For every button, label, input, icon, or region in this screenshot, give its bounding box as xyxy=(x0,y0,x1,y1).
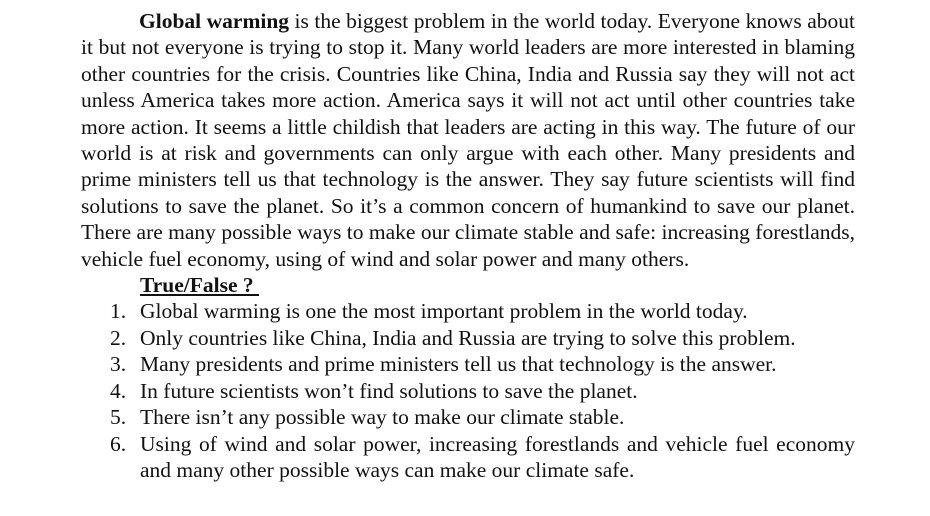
question-number: 3. xyxy=(110,352,127,377)
question-item xyxy=(81,351,855,377)
passage-paragraph xyxy=(81,8,855,272)
passage-text: is the biggest problem in the world today. Everyone knows about it but not everyone is trying to stop it. Many world leaders are more interested in blaming other countries for the crisis. Countries like China, India and Russia say they will not act unless America takes more action. America says it will not act until other countries take more action. It seems a little childish that leaders are acting in this way. The future of our world is at risk and governments can only argue with each other. Many presidents and prime ministers tell us that technology is the answer. They say future scientists will find solutions to save the planet. So it’s a common concern of humankind to save our planet. There are many possible ways to make our climate stable and safe: increasing forestlands, vehicle fuel economy, using of wind and solar power and many others. xyxy=(81,9,855,271)
question-number: 1. xyxy=(110,299,127,324)
question-item xyxy=(81,298,855,324)
question-text: In future scientists won’t find solutions to save the planet. xyxy=(140,378,638,403)
question-number: 6. xyxy=(110,431,127,456)
question-list xyxy=(81,298,855,483)
question-text: Only countries like China, India and Russia are trying to solve this problem. xyxy=(140,325,796,350)
question-number: 2. xyxy=(110,325,127,350)
passage-bold-lead: Global warming xyxy=(139,9,290,33)
question-item xyxy=(81,378,855,404)
question-text: Many presidents and prime ministers tell us that technology is the answer. xyxy=(140,352,777,377)
question-item xyxy=(81,325,855,351)
document-page xyxy=(81,8,855,483)
question-text: There isn’t any possible way to make our climate stable. xyxy=(140,405,625,430)
question-number: 4. xyxy=(110,378,127,403)
question-text: Global warming is one the most important problem in the world today. xyxy=(140,299,748,324)
question-number: 5. xyxy=(110,405,127,430)
exercise-heading: True/False ? xyxy=(140,273,260,298)
question-item xyxy=(81,404,855,430)
question-item xyxy=(81,431,855,484)
question-text: Using of wind and solar power, increasing forestlands and vehicle fuel economy and many other possible ways can make our climate safe. xyxy=(140,431,855,482)
